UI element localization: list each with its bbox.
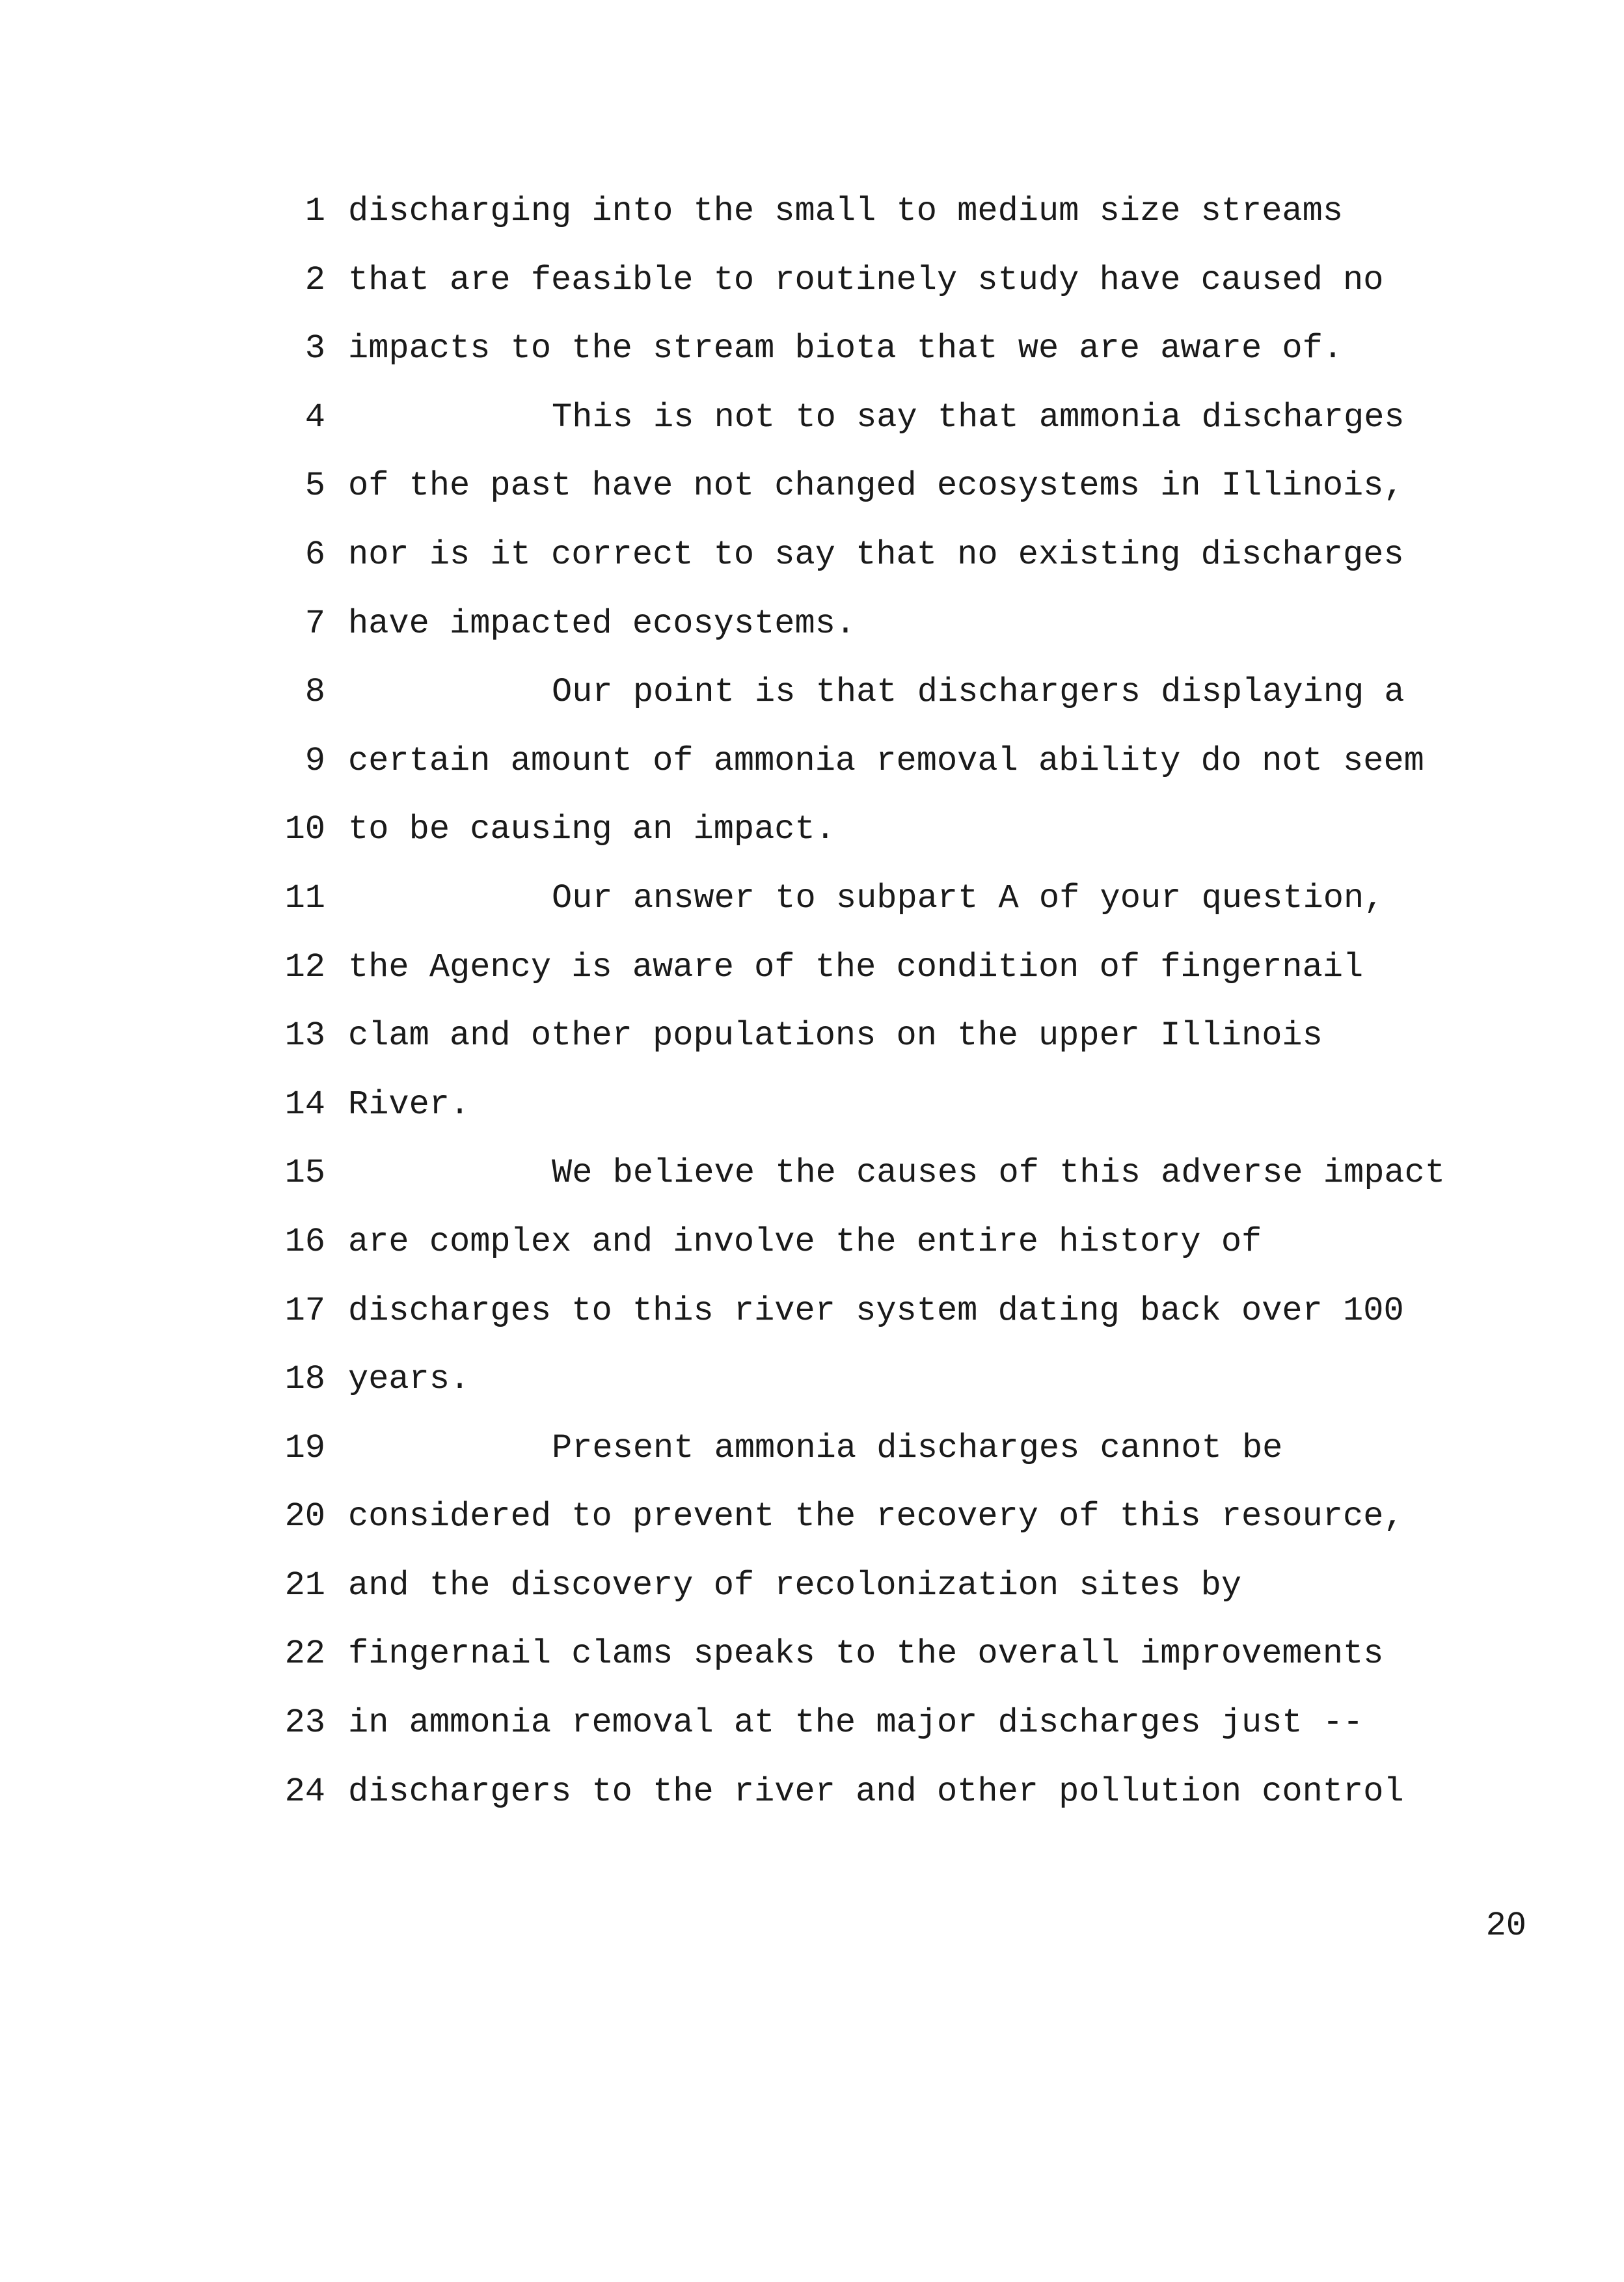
line-text: are complex and involve the entire history of [348,1222,1262,1261]
line-text: Present ammonia discharges cannot be [552,1428,1283,1467]
line-number: 18 [284,1360,325,1399]
transcript-line [0,1689,1624,1758]
transcript-line [0,521,1624,590]
line-text: dischargers to the river and other pollution control [348,1772,1404,1811]
transcript-line [0,933,1624,1002]
line-number: 5 [304,467,325,506]
line-text: discharging into the small to medium size streams [348,192,1344,230]
line-text: and the discovery of recolonization sites by [348,1566,1242,1605]
transcript-line [0,1482,1624,1551]
line-number: 6 [304,535,325,574]
line-number: 14 [284,1085,325,1124]
line-text: Our answer to subpart A of your question, [552,878,1385,917]
transcript-line [0,1001,1624,1070]
transcript-line [0,383,1624,452]
transcript-line [0,1345,1624,1414]
line-text: to be causing an impact. [348,810,835,849]
line-text: We believe the causes of this adverse impact [552,1154,1446,1193]
line-number: 17 [284,1291,325,1330]
line-number: 23 [284,1704,325,1743]
transcript-line [0,177,1624,246]
transcript-line [0,1551,1624,1620]
transcript-line [0,1277,1624,1346]
transcript-line [0,1139,1624,1208]
line-number: 22 [284,1635,325,1674]
line-number: 10 [284,810,325,849]
line-text: impacts to the stream biota that we are aware of. [348,329,1344,368]
line-text: discharges to this river system dating back over 100 [348,1291,1404,1330]
line-number: 7 [304,604,325,643]
line-number: 12 [284,947,325,986]
line-text: fingernail clams speaks to the overall improvements [348,1635,1384,1674]
line-text: considered to prevent the recovery of this resource, [348,1497,1404,1536]
line-text: the Agency is aware of the condition of fingernail [348,947,1364,986]
transcript-line [0,1070,1624,1139]
line-text: This is not to say that ammonia discharges [552,398,1405,437]
line-number: 3 [304,329,325,368]
line-text: Our point is that dischargers displaying a [552,673,1405,712]
line-text: of the past have not changed ecosystems in Illinois, [348,467,1404,506]
line-number: 24 [284,1772,325,1811]
line-number: 21 [284,1566,325,1605]
transcript-line [0,590,1624,659]
line-text: in ammonia removal at the major discharges just -- [348,1704,1364,1743]
transcript-line [0,246,1624,315]
transcript-line [0,452,1624,521]
transcript-line [0,1414,1624,1483]
line-number: 1 [304,192,325,230]
line-number: 20 [284,1497,325,1536]
line-number: 11 [284,878,325,917]
line-text: River. [348,1085,470,1124]
line-text: years. [348,1360,470,1399]
line-text: have impacted ecosystems. [348,604,856,643]
line-number: 2 [304,260,325,299]
line-number: 19 [284,1428,325,1467]
transcript-line [0,864,1624,933]
line-number: 16 [284,1222,325,1261]
transcript-line [0,1208,1624,1277]
transcript-line [0,1620,1624,1689]
line-text: certain amount of ammonia removal ability do not seem [348,741,1424,780]
line-number: 9 [304,741,325,780]
transcript-body [0,177,1624,1826]
line-number: 8 [304,673,325,712]
line-text: nor is it correct to say that no existing discharges [348,535,1404,574]
transcript-line [0,1758,1624,1827]
transcript-line [0,314,1624,383]
line-text: that are feasible to routinely study have caused no [348,260,1384,299]
transcript-line [0,795,1624,864]
page-number: 20 [1485,1907,1526,1945]
transcript-line [0,658,1624,727]
line-number: 13 [284,1016,325,1055]
line-text: clam and other populations on the upper Illinois [348,1016,1323,1055]
transcript-line [0,727,1624,796]
line-number: 4 [304,398,325,437]
line-number: 15 [284,1154,325,1193]
